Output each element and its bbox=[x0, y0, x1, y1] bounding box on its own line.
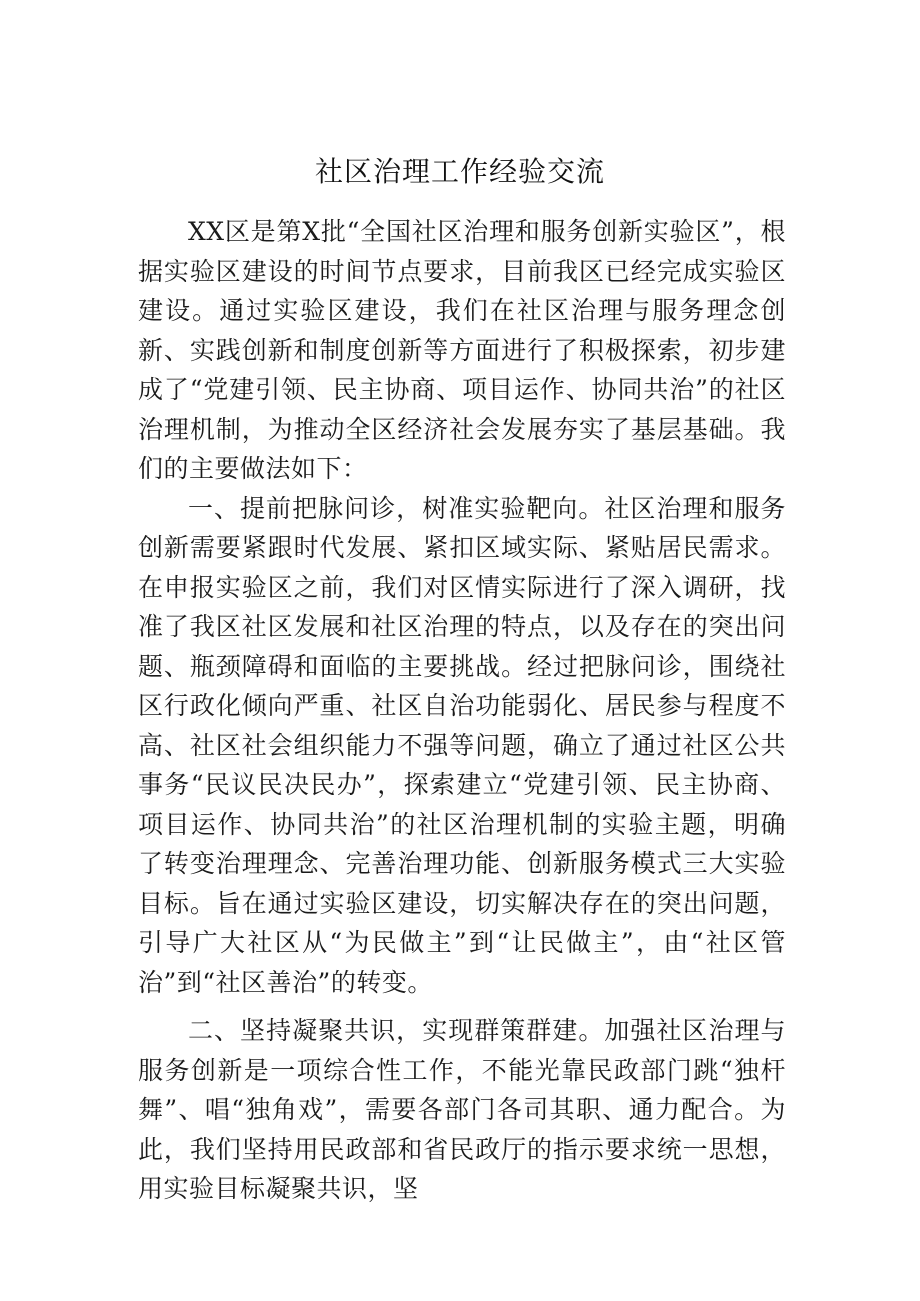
paragraph-section-one: 一、提前把脉问诊，树准实验靶向。社区治理和服务创新需要紧跟时代发展、紧扣区域实际、紧贴居民需求。在申报实验区之前，我们对区情实际进行了深入调研，找准了我区社区发展和社区治理的特点，以及存在的突出问题、瓶颈障碍和面临的主要挑战。经过把脉问诊，围绕社区行政化倾向严重、社区自治功能弱化、居民参与程度不高、社区社会组织能力不强等问题，确立了通过社区公共事务“民议民决民办”，探索建立“党建引领、民主协商、项目运作、协同共治”的社区治理机制的实验主题，明确了转变治理理念、完善治理功能、创新服务模式三大实验目标。旨在通过实验区建设，切实解决存在的突出问题，引导广大社区从“为民做主”到“让民做主”，由“社区管治”到“社区善治”的转变。 bbox=[138, 493, 786, 997]
paragraph-intro: XX区是第X批“全国社区治理和服务创新实验区”，根据实验区建设的时间节点要求，目前我区已经完成实验区建设。通过实验区建设，我们在社区治理与服务理念创新、实践创新和制度创新等方面进行了积极探索，初步建成了“党建引领、民主协商、项目运作、协同共治”的社区治理机制，为推动全区经济社会发展夯实了基层基础。我们的主要做法如下： bbox=[138, 217, 786, 483]
paragraph-section-two: 二、坚持凝聚共识，实现群策群建。加强社区治理与服务创新是一项综合性工作，不能光靠民政部门跳“独杆舞”、唱“独角戏”，需要各部门各司其职、通力配合。为此，我们坚持用民政部和省民政厅的指示要求统一思想，用实验目标凝聚共识，坚 bbox=[138, 1016, 786, 1203]
document-body bbox=[138, 212, 786, 1209]
document-title: 社区治理工作经验交流 bbox=[314, 155, 605, 188]
